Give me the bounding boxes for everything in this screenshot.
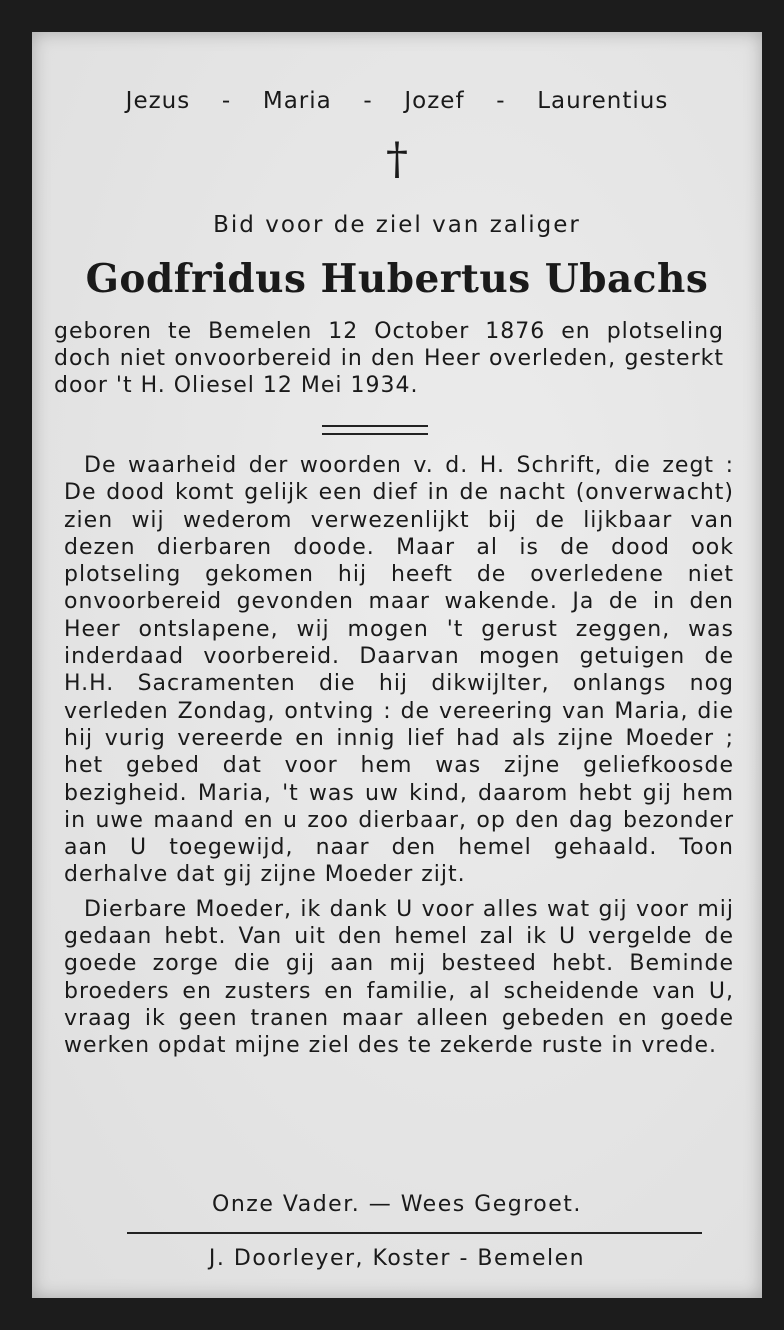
double-divider xyxy=(322,425,428,435)
printer-credit: J. Doorleyer, Koster - Bemelen xyxy=(208,1246,586,1271)
memorial-card xyxy=(32,32,762,1298)
biography xyxy=(54,318,724,399)
holy-names-header xyxy=(32,88,762,114)
prayer-line: Bid voor de ziel van zaliger xyxy=(213,212,581,238)
cross-icon: † xyxy=(386,134,408,185)
separator: - xyxy=(363,88,373,114)
biography-text: geboren te Bemelen 12 October 1876 en plotseling doch niet onvoorbereid in den Heer overleden, gesterkt door 't H. Oliesel 12 Mei 1934. xyxy=(54,319,724,398)
footer-divider xyxy=(127,1232,702,1234)
memorial-paragraph: De waarheid der woorden v. d. H. Schrift, die zegt : De dood komt gelijk een dief in de nacht (onverwacht) zien wij wederom verwezenlijkt bij de lijkbaar van dezen dierbaren doode. Maar al is de dood ook plotseling gekomen hij heeft de overledene niet onvoorbereid gevonden maar wakende. Ja de in den Heer ontslapene, wij mogen 't gerust zeggen, was inderdaad voorbereid. Daarvan mogen getuigen de H.H. Sacramenten die hij dikwijlter, onlangs nog verleden Zondag, ontving : de vereering van Maria, die hij vurig vereerde en innig lief had als zijne Moeder ; het gebed dat voor hem was zijne geliefkoosde bezigheid. Maria, 't was uw kind, daarom hebt gij hem in uwe maand en u zoo dierbaar, op den dag bezonder aan U toegewijd, naar den hemel gehaald. Toon derhalve dat gij zijne Moeder zijt. xyxy=(64,453,734,888)
separator: - xyxy=(221,88,232,114)
separator: - xyxy=(496,88,506,114)
holy-name: Jozef xyxy=(404,88,465,114)
deceased-name: Godfridus Hubertus Ubachs xyxy=(85,256,709,302)
holy-name: Laurentius xyxy=(537,88,669,114)
closing-prayers: Onze Vader. — Wees Gegroet. xyxy=(212,1192,582,1217)
holy-name: Maria xyxy=(262,88,332,114)
memorial-paragraph: Dierbare Moeder, ik dank U voor alles wat gij voor mij gedaan hebt. Van uit den hemel zal ik U vergelde de goede zorge die gij aan mij besteed hebt. Beminde broeders en zusters en familie, al scheidende van U, vraag ik geen tranen maar alleen gebeden en goede werken opdat mijne ziel des te zekerde ruste in vrede. xyxy=(64,896,734,1059)
memorial-text xyxy=(64,452,734,1060)
holy-name: Jezus xyxy=(125,88,191,114)
